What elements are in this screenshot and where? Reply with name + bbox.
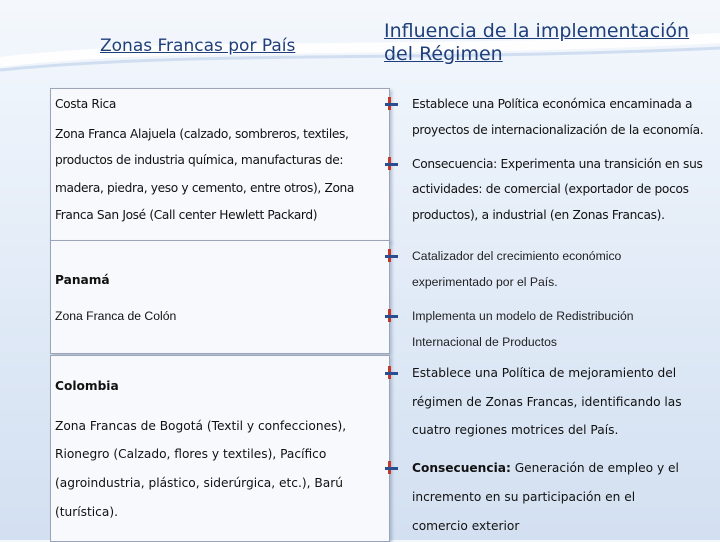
influence-text: Consecuencia: Experimenta una transición en sus (412, 157, 703, 171)
bullet-icon (385, 461, 398, 474)
zone-line: Zona Franca de Colón (55, 309, 177, 323)
zone-line: Zona Francas de Bogotá (Textil y confecciones), (55, 419, 347, 433)
influence-text: Establece una Política económica encaminada a (412, 97, 693, 111)
panama-panel (50, 240, 390, 354)
zonas-francas-title: Zonas Francas por País (100, 36, 296, 56)
country-label-costa-rica: Costa Rica (55, 97, 116, 111)
influencia-title: Influencia de la implementación del Régimen (384, 20, 690, 65)
influence-text: Consecuencia: Generación de empleo y el (412, 461, 679, 475)
influence-text: actividades: de comercial (exportador de pocos (412, 182, 689, 196)
influence-text: productos), a industrial (en Zonas Francas). (412, 208, 665, 222)
zone-line: productos de industria química, manufacturas de: (55, 153, 344, 167)
costa-rica-panel (50, 88, 390, 242)
influence-text: cuatro regiones motrices del País. (412, 423, 619, 437)
bullet-icon (385, 249, 398, 262)
influence-text: Internacional de Productos (412, 335, 557, 349)
zone-line: Franca San José (Call center Hewlett Packard) (55, 208, 318, 222)
bullet-icon (385, 366, 398, 379)
country-label-panama: Panamá (55, 273, 110, 287)
bullet-icon (385, 157, 398, 170)
zone-line: madera, piedra, yeso y cemento, entre otros), Zona (55, 181, 355, 195)
zone-line: Rionegro (Calzado, flores y textiles), Pacífico (55, 447, 327, 461)
country-label-colombia: Colombia (55, 379, 119, 393)
zone-line: (turística). (55, 505, 118, 519)
influence-text: incremento en su participación en el (412, 490, 636, 504)
bullet-icon (385, 309, 398, 322)
consecuencia-label: Consecuencia: (412, 461, 511, 475)
influence-text: comercio exterior (412, 519, 520, 533)
influence-text: Establece una Política de mejoramiento del (412, 366, 677, 380)
bullet-icon (385, 97, 398, 110)
influence-text: régimen de Zonas Francas, identificando las (412, 395, 682, 409)
influence-text: proyectos de internacionalización de la economía. (412, 123, 704, 137)
influence-text: Catalizador del crecimiento económico (412, 249, 622, 263)
consecuencia-label: Consecuencia: (412, 157, 497, 171)
zone-line: (agroindustria, plástico, siderúrgica, etc.), Barú (55, 476, 343, 490)
colombia-panel (50, 355, 390, 542)
influence-text: Implementa un modelo de Redistribución (412, 309, 634, 323)
influence-text: experimentado por el País. (412, 275, 558, 289)
zone-line: Zona Franca Alajuela (calzado, sombreros, textiles, (55, 127, 349, 141)
